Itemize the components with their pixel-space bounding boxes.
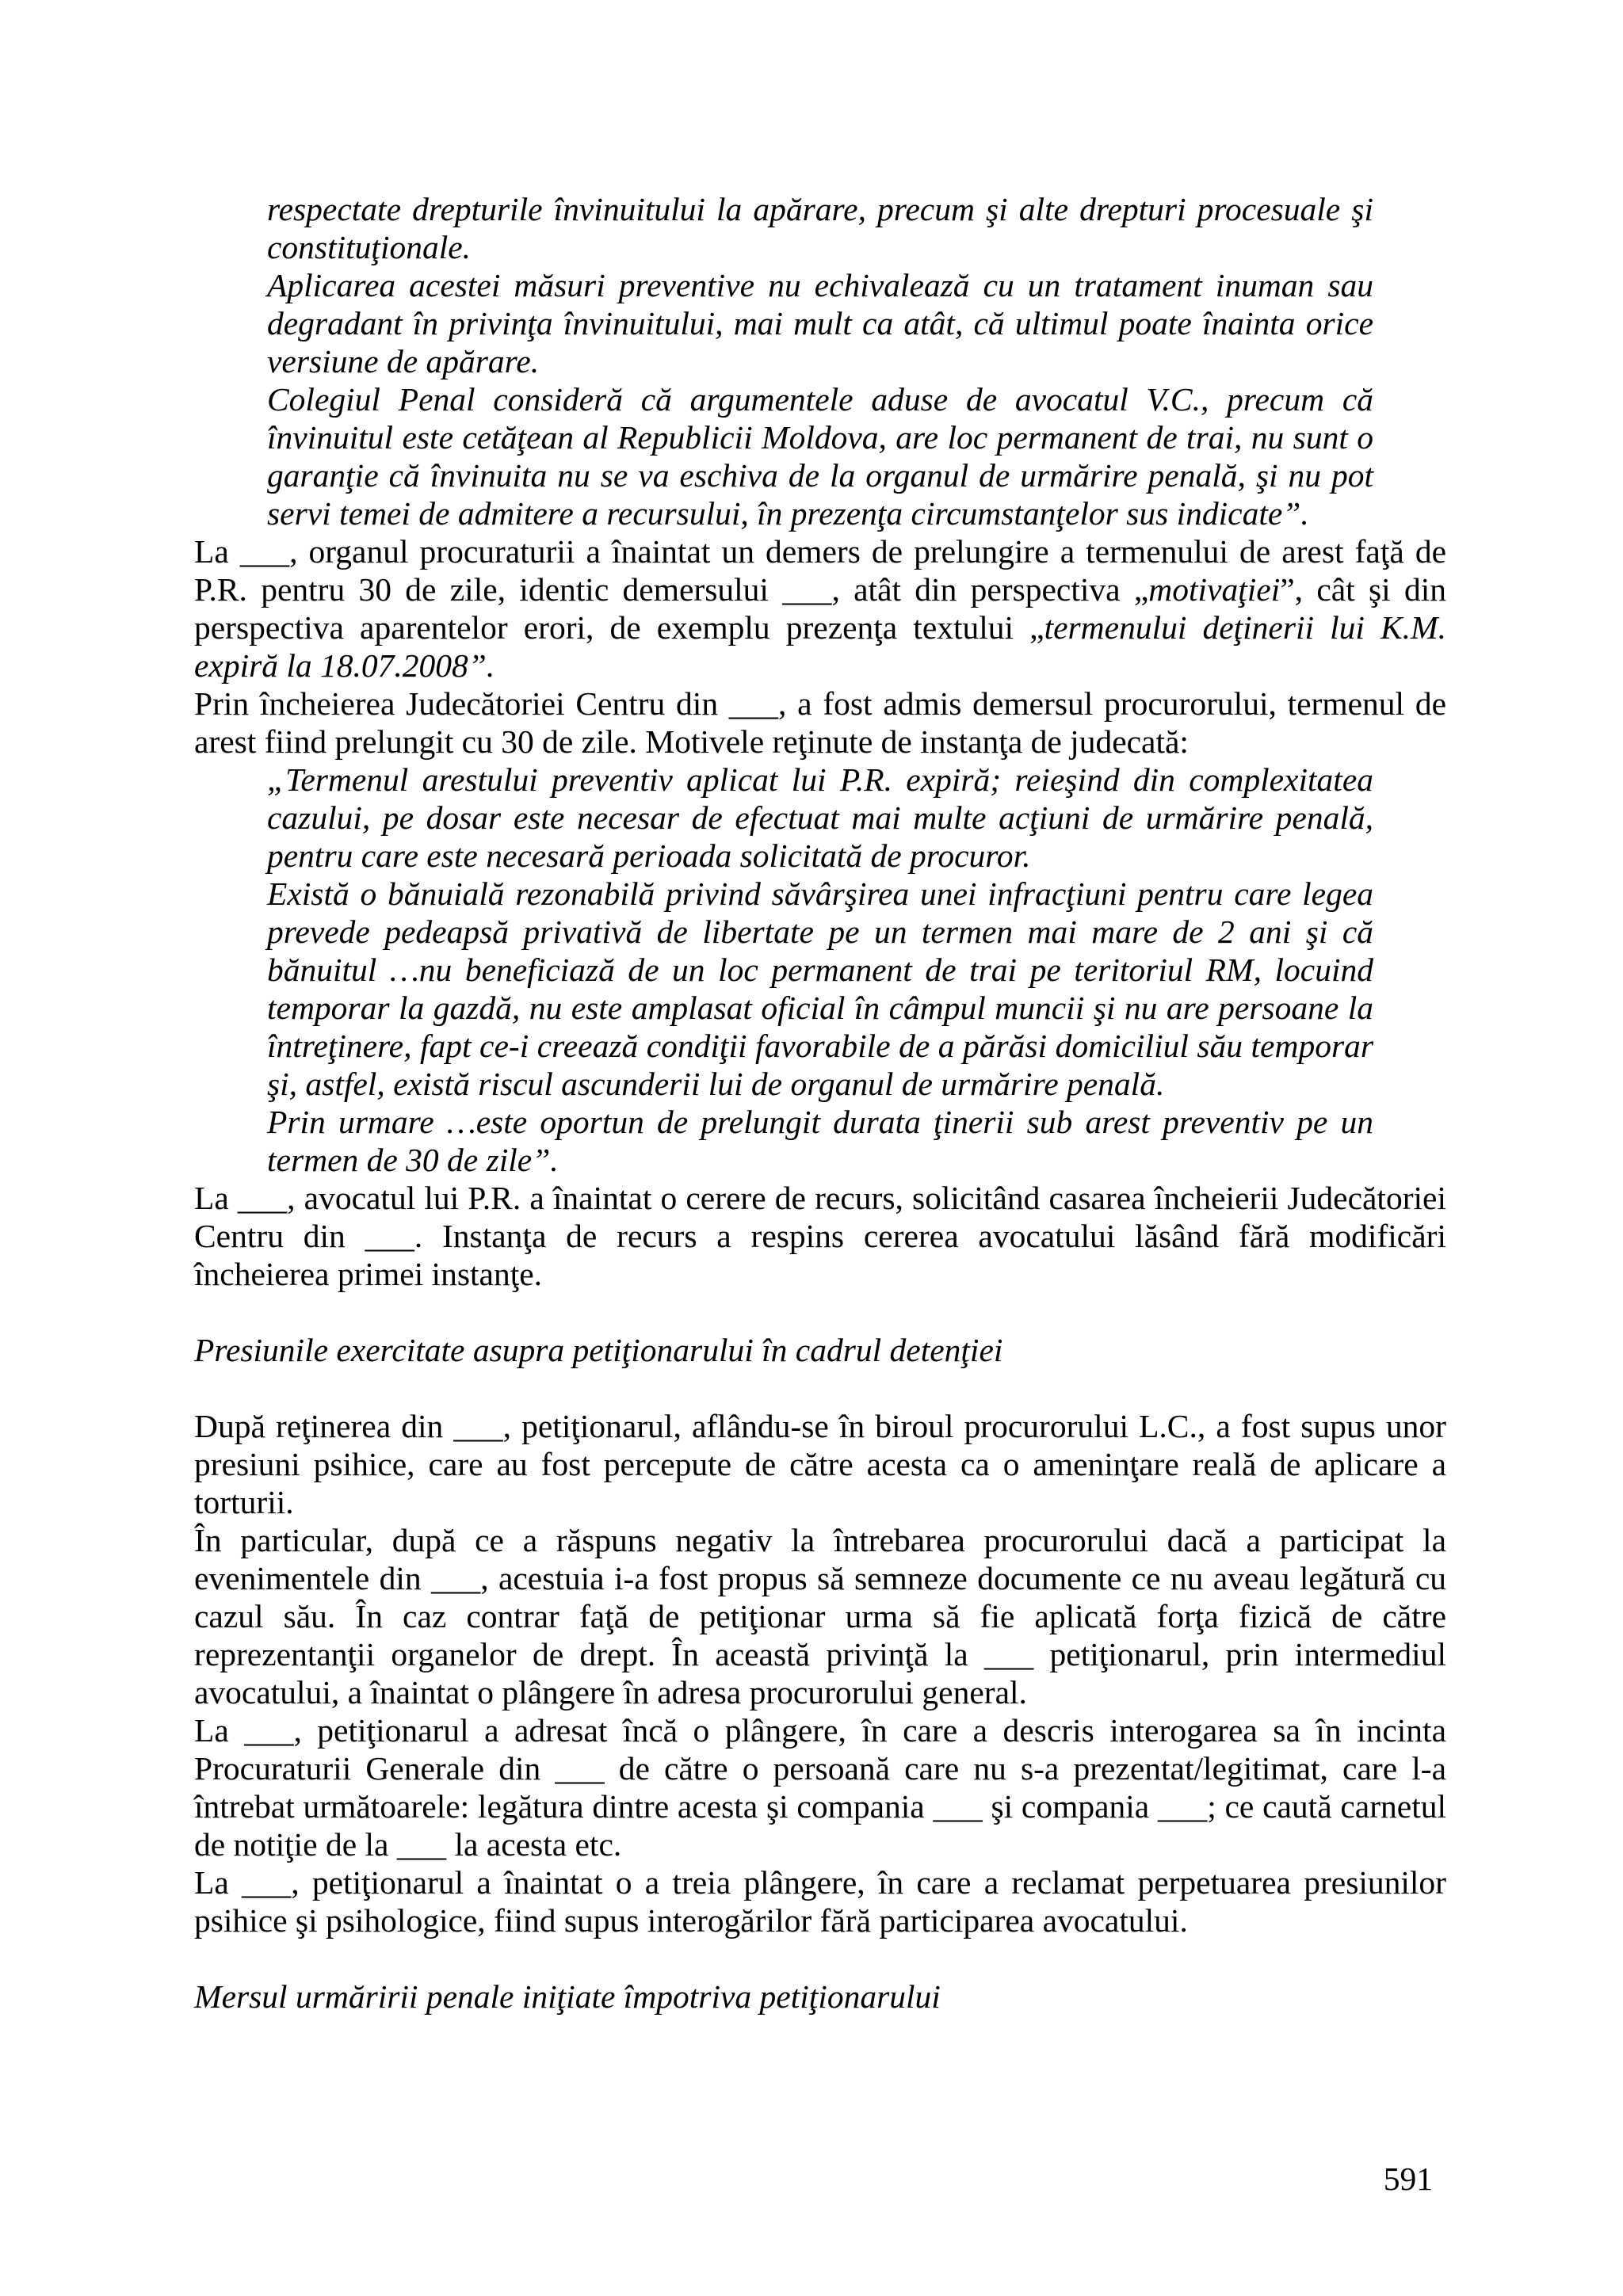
- paragraph-appeal: La ___, avocatul lui P.R. a înaintat o cerere de recurs, solicitând casarea încheierii Judecătoriei Centru din ___. Instanţa de recurs a respins cererea avocatului lăsând fără modificări încheierea primei instanţe.: [194, 1180, 1446, 1292]
- spacer: [194, 1939, 1446, 1978]
- paragraph-text: ”, cât şi din perspectiva aparentelor erori, de exemplu prezenţa textului „: [194, 571, 1447, 646]
- body-text: [194, 190, 1446, 2016]
- paragraph-detention-pressure: După reţinerea din ___, petiţionarul, aflându-se în biroul procurorului L.C., a fost supus unor presiuni psihice, care au fost percepute de către acesta ca o ameninţare reală de aplicare a torturii.: [194, 1408, 1446, 1520]
- quote-paragraph: „Termenul arestului preventiv aplicat lui P.R. expiră; reieşind din complexitatea cazului, pe dosar este necesar de efectuat mai multe acţiuni de urmărire penală, pentru care este necesară perioada solicitată de procuror.: [267, 761, 1373, 874]
- quote-paragraph: respectate drepturile învinuitului la apărare, precum şi alte drepturi procesuale şi constituţionale.: [267, 191, 1373, 265]
- paragraph-extension-request: [194, 532, 1446, 685]
- spacer: [194, 1369, 1446, 1407]
- section-heading-pressures: Presiunile exercitate asupra petiţionarului în cadrul detenţiei: [194, 1332, 1003, 1368]
- court-quote-2: [267, 761, 1373, 1179]
- italic-term: motivaţiei: [1148, 571, 1281, 608]
- quote-paragraph: Aplicarea acestei măsuri preventive nu echivalează cu un tratament inuman sau degradant în privinţa învinuitului, mai mult ca atât, că ultimul poate înainta orice versiune de apărare.: [267, 267, 1373, 379]
- paragraph-court-decision: Prin încheierea Judecătoriei Centru din ___, a fost admis demersul procurorului, termenul de arest fiind prelungit cu 30 de zile. Motivele reţinute de instanţa de judecată:: [194, 685, 1446, 760]
- page-number: 591: [1383, 2161, 1433, 2197]
- paragraph-second-complaint: La ___, petiţionarul a adresat încă o plângere, în care a descris interogarea sa în incinta Procuraturii Generale din ___ de către o persoană care nu s-a prezentat/legitimat, care l-a întrebat următoarele: legătura dintre acesta şi compania ___ şi compania ___; ce caută carnetul de notiţie de la ___ la acesta etc.: [194, 1712, 1446, 1863]
- paragraph-text: La ___, organul procuraturii a înaintat un demers de prelungire a termenului de arest faţă de P.R. pentru 30 de zile, identic demersului ___, atât din perspectiva „: [194, 533, 1446, 608]
- paragraph-threats: În particular, după ce a răspuns negativ la întrebarea procurorului dacă a participat la evenimentele din ___, acestuia i-a fost propus să semneze documente ce nu aveau legătură cu cazul său. În caz contrar faţă de petiţionar urma să fie aplicată forţa fizică de către reprezentanţii organelor de drept. În această privinţă la ___ petiţionarul, prin intermediul avocatului, a înaintat o plângere în adresa procurorului general.: [194, 1522, 1446, 1711]
- quote-paragraph: Prin urmare …este oportun de prelungit durata ţinerii sub arest preventiv pe un termen de 30 de zile”.: [267, 1104, 1373, 1178]
- quote-paragraph: Există o bănuială rezonabilă privind săvârşirea unei infracţiuni pentru care legea prevede pedeapsă privativă de libertate pe un termen mai mare de 2 ani şi că bănuitul …nu beneficiază de un loc permanent de trai pe teritoriul RM, locuind temporar la gazdă, nu este amplasat oficial în câmpul muncii şi nu are persoane la întreţinere, fapt ce-i creează condiţii favorabile de a părăsi domiciliul său temporar şi, astfel, există riscul ascunderii lui de organul de urmărire penală.: [267, 875, 1373, 1102]
- paragraph-third-complaint: La ___, petiţionarul a înaintat o a treia plângere, în care a reclamat perpetuarea presiunilor psihice şi psihologice, fiind supus interogărilor fără participarea avocatului.: [194, 1864, 1446, 1939]
- italic-quote: termenului deţinerii lui K.M. expiră la 18.07.2008”.: [194, 609, 1446, 684]
- spacer: [194, 1293, 1446, 1331]
- section-heading-prosecution: Mersul urmăririi penale iniţiate împotriva petiţionarului: [194, 1978, 941, 2015]
- quote-paragraph: Colegiul Penal consideră că argumentele aduse de avocatul V.C., precum că învinuitul este cetăţean al Republicii Moldova, are loc permanent de trai, nu sunt o garanţie că învinuita nu se va eschiva de la organul de urmărire penală, şi nu pot servi temei de admitere a recursului, în prezenţa circumstanţelor sus indicate”.: [267, 381, 1373, 532]
- court-quote-1: [267, 190, 1373, 532]
